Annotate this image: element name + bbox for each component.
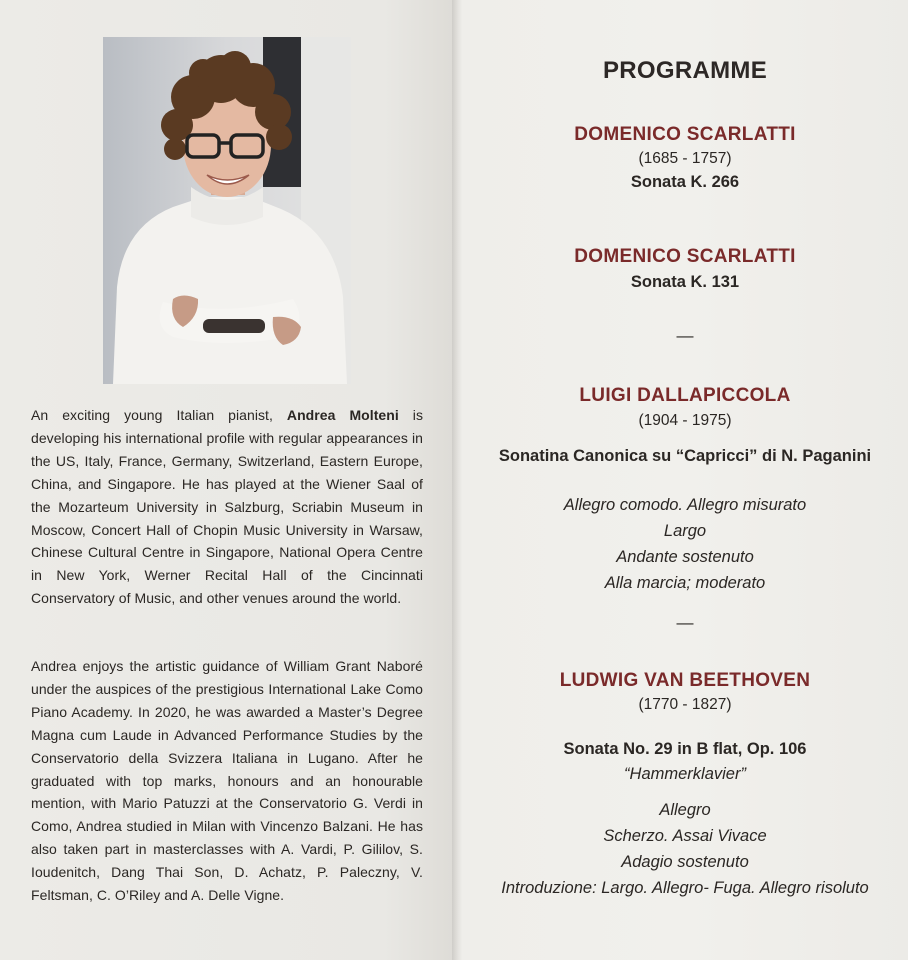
work-title: Sonata No. 29 in B flat, Op. 106 [563,740,807,758]
movement: Allegro [659,801,711,819]
composer-name: LUDWIG VAN BEETHOVEN [559,670,811,691]
work-title: Sonata K. 266 [630,173,740,191]
pianist-name: Andrea Molteni [286,407,399,423]
bio-paragraph-2: Andrea enjoys the artistic guidance of William Grant Naboré under the auspices of the prestigious International Lake Como Piano Academy. In 2020, he was awarded a Master’s Degree Magna cum Laude in Advanced Performance Studies by the Conservatorio della Svizzera Italiana in Lugano. After he graduated with top marks, honours and an honourable mention, with Mario Patuzzi at the Conservatorio G. Verdi in Como, Andrea studied in Milan with Vincenzo Balzani. He has also taken part in masterclasses with A. Vardi, P. Gililov, S. Ioudenitch, Dang Thai Son, D. Achatz, P. Paleczny, V. Feltsman, C. O’Riley and A. Delle Vigne. [31,658,423,904]
movement: Adagio sostenuto [621,853,749,871]
composer-years: (1770 - 1827) [638,696,732,713]
bio-text-a: An exciting young Italian pianist, [31,407,287,423]
bio-paragraph-1 [31,404,423,610]
section-separator: — [676,613,694,632]
composer-name: LUIGI DALLAPICCOLA [579,385,791,406]
work-title: Sonata K. 131 [630,273,740,291]
composer-years: (1904 - 1975) [638,412,732,429]
portrait-illustration [103,37,351,384]
movement: Introduzione: Largo. Allegro- Fuga. Allegro risoluto [501,879,869,897]
movement: Andante sostenuto [616,548,754,566]
work-subtitle: “Hammerklavier” [624,765,746,783]
section-separator: — [676,326,694,345]
movement: Scherzo. Assai Vivace [603,827,767,845]
composer-years: (1685 - 1757) [638,150,732,167]
programme-title: PROGRAMME [602,57,768,84]
movement: Largo [663,522,707,540]
pianist-portrait-photo [103,37,351,384]
bio-text-b: is developing his international profile with regular appearances in the US, Italy, France, Germany, Switzerland, Eastern Europe, China, and Singapore. He has played at the Wiener Saal of the Mozarteum University in Salzburg, Scriabin Museum in Moscow, Concert Hall of Chopin Music University in Warsaw, Chinese Cultural Centre in Singapore, National Opera Centre in New York, Werner Recital Hall of the Cincinnati Conservatory of Music, and other venues around the world. [31,407,423,607]
movement: Allegro comodo. Allegro misurato [563,496,807,514]
composer-name: DOMENICO SCARLATTI [574,124,796,145]
work-title: Sonatina Canonica su “Capricci” di N. Paganini [498,447,872,465]
composer-name: DOMENICO SCARLATTI [574,246,796,267]
movement: Alla marcia; moderato [604,574,766,592]
